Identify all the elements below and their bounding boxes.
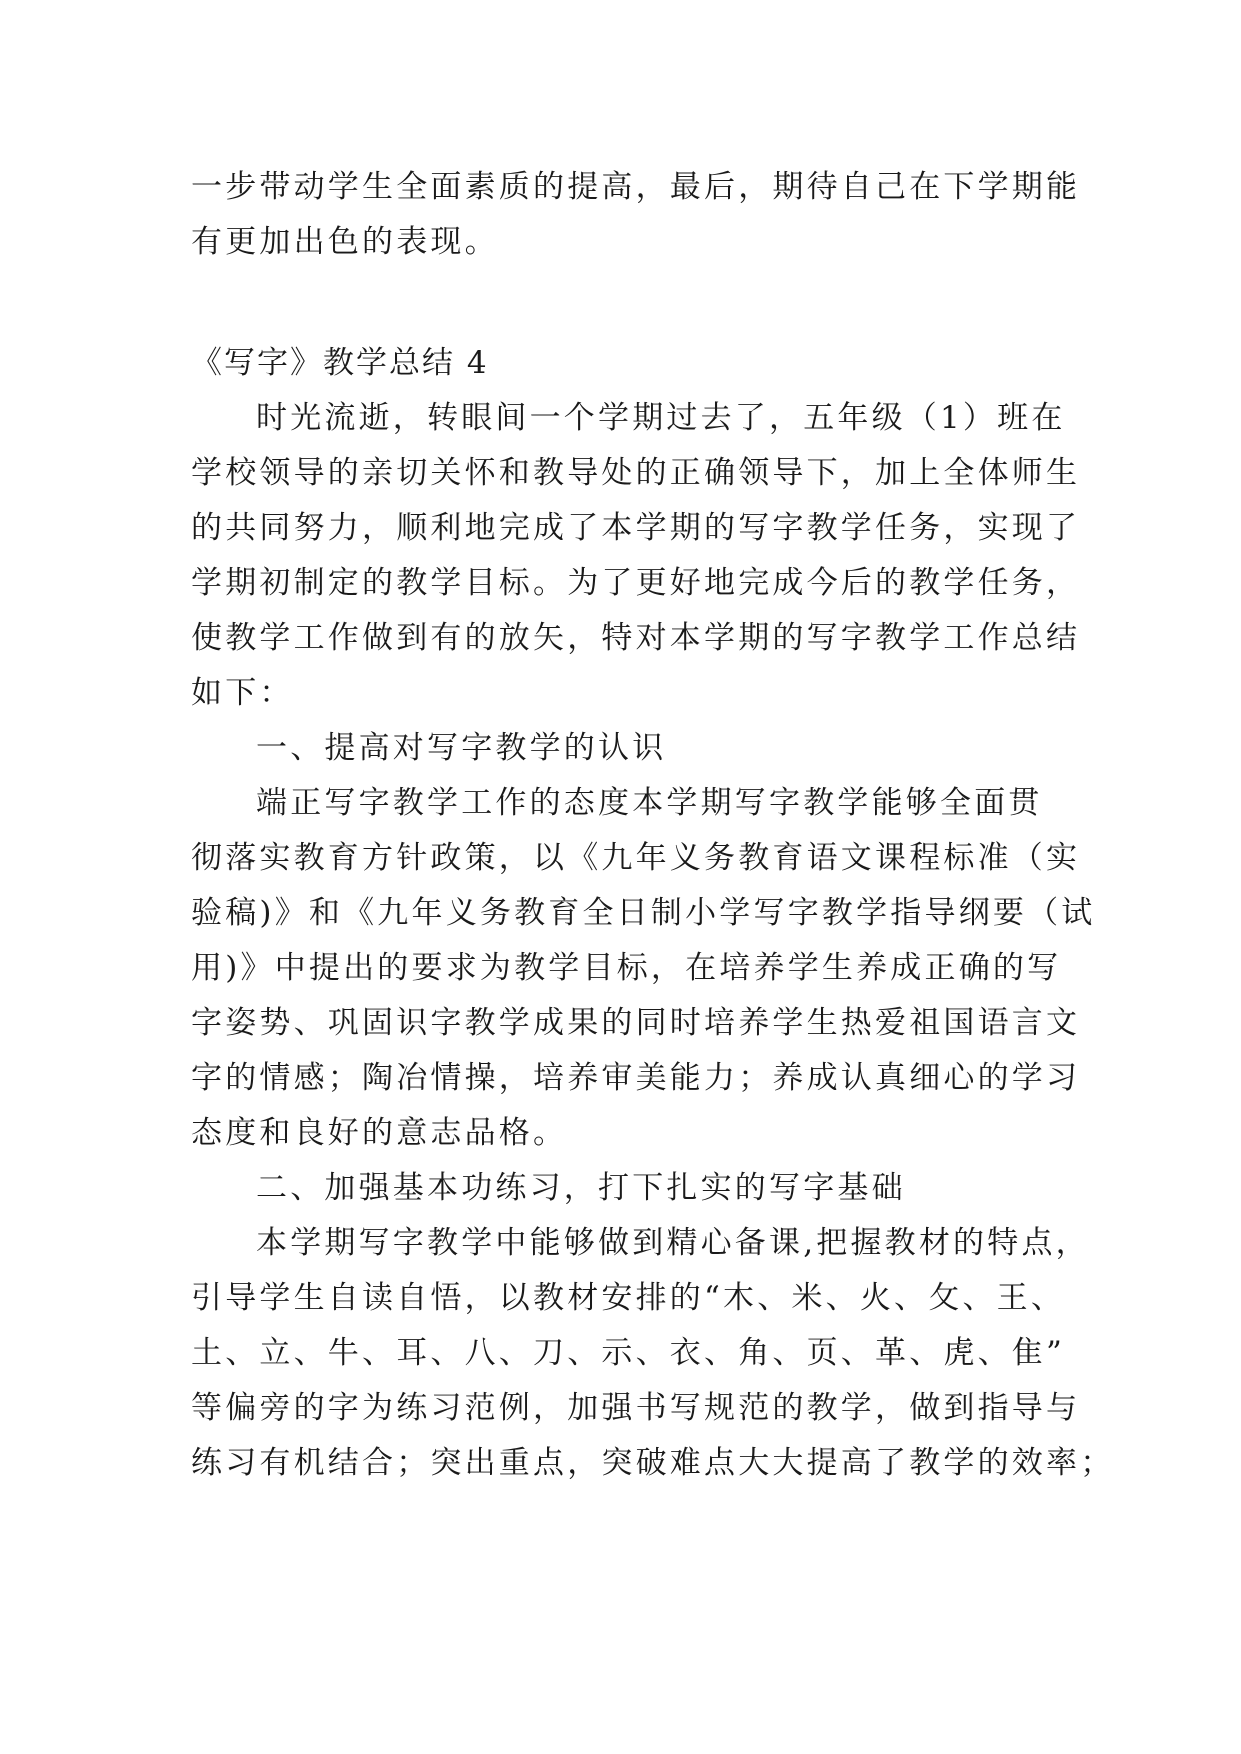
paragraph-line: 学期初制定的教学目标。为了更好地完成今后的教学任务， <box>191 565 1081 601</box>
paragraph-line: 等偏旁的字为练习范例，加强书写规范的教学，做到指导与 <box>191 1390 1081 1426</box>
paragraph-line: 验稿)》和《九年义务教育全日制小学写字教学指导纲要（试 <box>191 895 1096 931</box>
paragraph-line: 用)》中提出的要求为教学目标，在培养学生养成正确的写 <box>191 950 1062 986</box>
paragraph-line: 态度和良好的意志品格。 <box>191 1115 568 1151</box>
paragraph-line: 引导学生自读自悟，以教材安排的“木、米、火、攵、王、 <box>191 1280 1066 1316</box>
paragraph-line: 字姿势、巩固识字教学成果的同时培养学生热爱祖国语言文 <box>191 1005 1081 1041</box>
section-heading: 一、提高对写字教学的认识 <box>256 730 667 766</box>
paragraph-line: 彻落实教育方针政策，以《九年义务教育语文课程标准（实 <box>191 840 1081 876</box>
section-title: 《写字》教学总结 4 <box>191 345 489 381</box>
intro-line: 有更加出色的表现。 <box>191 224 499 260</box>
section-heading: 二、加强基本功练习，打下扎实的写字基础 <box>256 1170 906 1206</box>
paragraph-line: 练习有机结合；突出重点，突破难点大大提高了教学的效率； <box>191 1445 1115 1481</box>
paragraph-line: 如下： <box>191 675 294 711</box>
paragraph-line: 学校领导的亲切关怀和教导处的正确领导下，加上全体师生 <box>191 455 1081 491</box>
intro-line: 一步带动学生全面素质的提高，最后，期待自己在下学期能 <box>191 169 1081 205</box>
paragraph-line: 的共同努力，顺利地完成了本学期的写字教学任务，实现了 <box>191 510 1081 546</box>
paragraph-line: 土、立、牛、耳、八、刀、示、衣、角、页、革、虎、隹” <box>191 1335 1066 1371</box>
paragraph-line: 字的情感；陶冶情操，培养审美能力；养成认真细心的学习 <box>191 1060 1081 1096</box>
paragraph-line: 时光流逝，转眼间一个学期过去了，五年级（1）班在 <box>256 400 1066 436</box>
paragraph-line: 本学期写字教学中能够做到精心备课,把握教材的特点， <box>256 1225 1090 1261</box>
paragraph-line: 端正写字教学工作的态度本学期写字教学能够全面贯 <box>256 785 1043 821</box>
paragraph-line: 使教学工作做到有的放矢，特对本学期的写字教学工作总结 <box>191 620 1081 656</box>
